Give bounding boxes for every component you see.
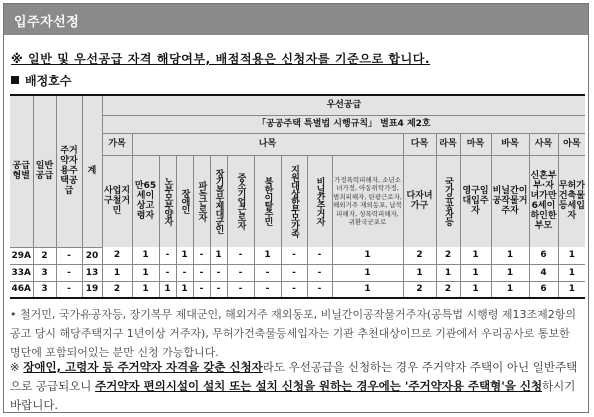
row-value: 2 (102, 247, 132, 264)
subcol-elderly-65: 만65세이상고령자 (132, 155, 159, 247)
row-value: 1 (102, 264, 132, 281)
row-value: - (159, 264, 176, 281)
square-bullet-icon (11, 76, 19, 84)
row-value: - (281, 281, 307, 298)
subcol-national-merit: 국가유공자등 (436, 155, 460, 247)
row-value: 1 (460, 264, 491, 281)
row-value: 1 (332, 281, 403, 298)
subcol-single-parent: 지원대상한부모가족 (281, 155, 307, 247)
footnote-vulnerable (10, 358, 580, 415)
note-text-1: 라도 우선공급을 신청하는 경우 주거약자 주택이 아닌 일반주택으로 공급되오니 (10, 360, 578, 393)
row-value: 1 (491, 264, 529, 281)
row-value: 1 (558, 247, 585, 264)
row-value: 1 (132, 247, 159, 264)
row-value: - (176, 264, 193, 281)
row-type: 33A (10, 264, 33, 281)
col-housing-type: 공급형별 (10, 95, 33, 247)
row-value: 1 (436, 264, 460, 281)
note-emphasis-2: 주거약자 편의시설이 설치 또는 설치 신청을 원하는 경우에는 '주거약자용 주택형'을 신청 (95, 379, 543, 393)
title-bar (4, 4, 588, 35)
row-general: 3 (33, 264, 56, 281)
row-value: 1 (254, 247, 281, 264)
row-value: - (307, 281, 332, 298)
subcol-disabled: 장애인 (176, 155, 193, 247)
row-value: 2 (436, 281, 460, 298)
row-value: - (281, 247, 307, 264)
row-value: 2 (436, 247, 460, 264)
row-value: - (227, 281, 254, 298)
row-vulnerable: - (56, 264, 82, 281)
row-value: - (227, 264, 254, 281)
row-value: 1 (491, 281, 529, 298)
col-general-supply: 일반공급 (33, 95, 56, 247)
group-sa: 사목 (529, 133, 558, 155)
row-vulnerable: - (56, 247, 82, 264)
row-value: 1 (176, 281, 193, 298)
subcol-parent-supporter: 노부모부양자 (159, 155, 176, 247)
note-mark: ※ (10, 360, 24, 374)
row-value: 1 (491, 247, 529, 264)
table-row (10, 281, 585, 298)
row-total: 13 (82, 264, 102, 281)
col-vulnerable-supply: 주거약자용주택공급 (56, 95, 82, 247)
note-text-2: 하시기 바랍니다. (10, 379, 576, 412)
subcol-sme-worker: 중소기업근로자 (227, 155, 254, 247)
row-type: 46A (10, 281, 33, 298)
row-value: 1 (332, 264, 403, 281)
allocation-table (10, 94, 585, 299)
subcol-permanent-rental: 영구임대입주자 (460, 155, 491, 247)
row-value: 6 (529, 281, 558, 298)
row-value: 1 (403, 264, 436, 281)
row-value: 1 (460, 247, 491, 264)
row-value: 1 (176, 247, 193, 264)
table-body (10, 247, 585, 298)
group-ba: 바목 (491, 133, 529, 155)
table-row (10, 247, 585, 264)
group-ma: 마목 (460, 133, 491, 155)
row-value: 1 (558, 264, 585, 281)
row-value: - (307, 247, 332, 264)
row-value: - (210, 281, 227, 298)
row-value: - (254, 264, 281, 281)
row-value: 1 (210, 247, 227, 264)
row-value: 2 (403, 247, 436, 264)
col-total: 계 (82, 95, 102, 247)
row-general: 2 (33, 247, 56, 264)
row-value: - (307, 264, 332, 281)
footnote-eligible: • 철거민, 국가유공자등, 장기복무 제대군인, 해외거주 재외동포, 비닐간이공작물거주자(공특법 시행령 제13조제2항의 공고 당시 해당주택지구 1년이상 거주자), 무허가건축물등세입자는 기관 추천대상이므로 기관에서 우리공사로 통보한 명단에 포함되어있는 분만 신청 가능합니다. (10, 308, 577, 359)
subcol-vinyl-structure: 비닐간이공작물거주자 (491, 155, 529, 247)
group-na: 나목 (132, 133, 403, 155)
row-type: 29A (10, 247, 33, 264)
row-value: 1 (132, 264, 159, 281)
row-total: 20 (82, 247, 102, 264)
row-value: 1 (460, 281, 491, 298)
row-value: - (210, 264, 227, 281)
row-value: - (281, 264, 307, 281)
row-total: 19 (82, 281, 102, 298)
subcol-multi-child: 다자녀가구 (403, 155, 436, 247)
row-value: 2 (102, 281, 132, 298)
section-label: 배정호수 (25, 74, 72, 88)
row-value: 1 (558, 281, 585, 298)
subcol-veteran: 장기복무제대군인 (210, 155, 227, 247)
subcol-unlicensed-tenant: 무허가건축물등세입자 (558, 155, 585, 247)
row-vulnerable: - (56, 281, 82, 298)
table-row (10, 264, 585, 281)
group-a: 아목 (558, 133, 585, 155)
subcol-victims-list: 가정폭력피해자, 소년소녀가정, 아동위탁가정, 범죄피해자, 탄광근로자, 해외거주 재외동포, 납북피해자, 성폭력피해자, 귀환국군포로 (332, 155, 403, 247)
subcol-newlyweds: 신혼부부·자녀가만6세이하인한부모 (529, 155, 558, 247)
group-ra: 라목 (436, 133, 460, 155)
row-value: - (193, 264, 210, 281)
priority-supply-header: 우선공급 (102, 95, 585, 115)
row-value: - (159, 247, 176, 264)
page-title: 입주자선정 (14, 15, 80, 30)
row-value: 6 (529, 247, 558, 264)
row-general: 3 (33, 281, 56, 298)
subcol-evictee: 사업지구철거민 (102, 155, 132, 247)
subcol-vinyl-house: 비닐간주거자 (307, 155, 332, 247)
note-emphasis-1: 장애인, 고령자 등 주거약자 자격을 갖춘 신청자 (23, 360, 263, 374)
eligibility-notice: ※ 일반 및 우선공급 자격 해당여부, 배점적용은 신청자를 기준으로 합니다. (11, 52, 431, 66)
row-value: - (227, 247, 254, 264)
subcol-dispatched-worker: 파독근로자 (193, 155, 210, 247)
row-value: - (193, 247, 210, 264)
group-da: 다목 (403, 133, 436, 155)
row-value: 1 (332, 247, 403, 264)
rule-reference: 「공공주택 특별법 시행규칙」 별표4 제2호 (102, 115, 585, 133)
row-value: 1 (159, 281, 176, 298)
row-value: - (193, 281, 210, 298)
section-heading (11, 72, 71, 89)
subcol-north-defector: 북한이탈주민 (254, 155, 281, 247)
row-value: 1 (132, 281, 159, 298)
row-value: - (254, 281, 281, 298)
row-value: 2 (403, 281, 436, 298)
group-ga: 가목 (102, 133, 132, 155)
row-value: 4 (529, 264, 558, 281)
